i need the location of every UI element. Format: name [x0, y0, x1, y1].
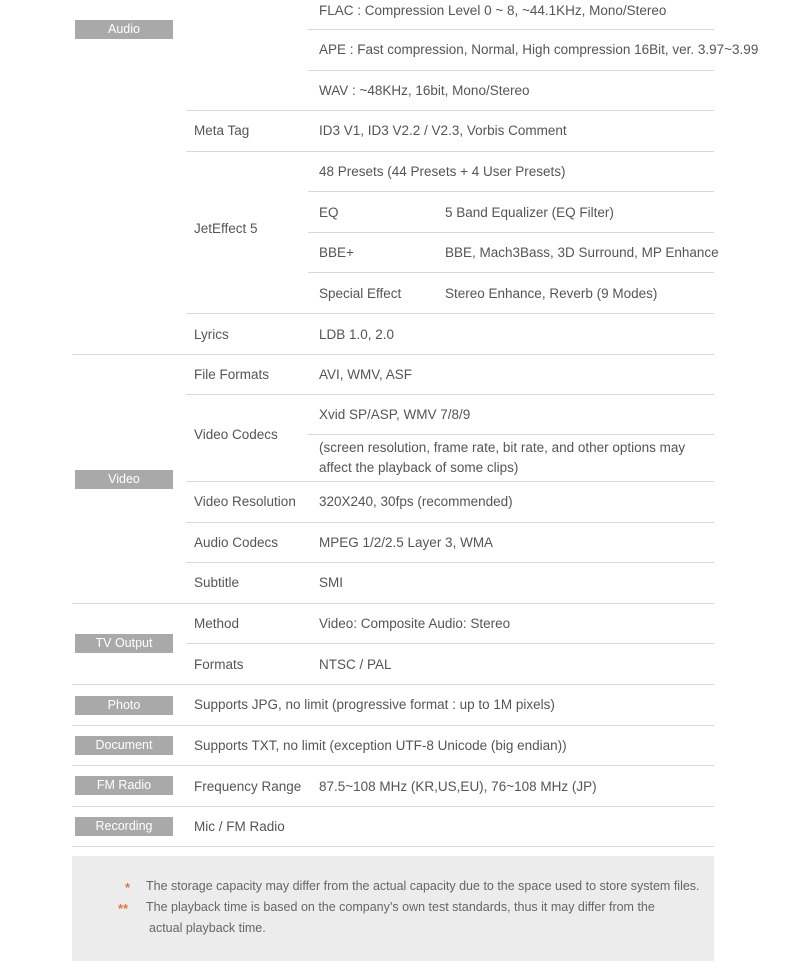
file-formats-label: File Formats — [194, 367, 270, 382]
recording-value: Mic / FM Radio — [194, 819, 285, 834]
divider — [186, 151, 714, 152]
audio-wav: WAV : ~48KHz, 16bit, Mono/Stereo — [319, 83, 530, 98]
section-divider — [72, 603, 714, 604]
lyrics-value: LDB 1.0, 2.0 — [319, 327, 395, 342]
divider — [186, 313, 714, 314]
note-playback-line1: The playback time is based on the company’s own test standards, thus it may differ from the — [146, 900, 655, 914]
special-effect-value: Stereo Enhance, Reverb (9 Modes) — [445, 286, 658, 301]
section-divider — [72, 846, 714, 847]
audio-codecs-label: Audio Codecs — [194, 535, 279, 550]
category-document: Document — [75, 736, 173, 755]
document-value: Supports TXT, no limit (exception UTF-8 Unicode (big endian)) — [194, 738, 567, 753]
special-effect-label: Special Effect — [319, 286, 402, 301]
section-divider — [72, 354, 714, 355]
video-resolution-value: 320X240, 30fps (recommended) — [319, 494, 513, 509]
divider — [308, 191, 714, 192]
section-divider — [72, 765, 714, 766]
tv-formats-label: Formats — [194, 657, 244, 672]
category-photo: Photo — [75, 696, 173, 715]
category-recording: Recording — [75, 817, 173, 836]
tv-method-label: Method — [194, 616, 240, 631]
double-asterisk-icon: ** — [118, 901, 129, 916]
lyrics-label: Lyrics — [194, 327, 229, 342]
category-fm-radio: FM Radio — [75, 776, 173, 795]
section-divider — [72, 806, 714, 807]
video-codecs-note: (screen resolution, frame rate, bit rate, and other options may affect the playback of some clips) — [319, 440, 686, 475]
divider — [186, 562, 714, 563]
divider — [308, 29, 714, 30]
bbe-label: BBE+ — [319, 245, 354, 260]
file-formats-value: AVI, WMV, ASF — [319, 367, 413, 382]
category-video: Video — [75, 470, 173, 489]
section-divider — [72, 684, 714, 685]
eq-value: 5 Band Equalizer (EQ Filter) — [445, 205, 614, 220]
audio-flac: FLAC : Compression Level 0 ~ 8, ~44.1KHz, Mono/Stereo — [319, 3, 667, 18]
asterisk-icon: * — [125, 880, 131, 895]
notes-box — [72, 856, 714, 961]
divider — [186, 643, 714, 644]
divider — [186, 481, 714, 482]
tv-formats-value: NTSC / PAL — [319, 657, 392, 672]
divider — [308, 232, 714, 233]
note-storage: The storage capacity may differ from the actual capacity due to the space used to store system files. — [146, 879, 700, 893]
divider — [308, 434, 714, 435]
photo-value: Supports JPG, no limit (progressive format : up to 1M pixels) — [194, 697, 555, 712]
jeteffect-label: JetEffect 5 — [194, 221, 258, 236]
video-resolution-label: Video Resolution — [194, 494, 296, 509]
eq-label: EQ — [319, 205, 339, 220]
meta-tag-label: Meta Tag — [194, 123, 250, 138]
divider — [308, 272, 714, 273]
video-codecs-label: Video Codecs — [194, 427, 278, 442]
fm-frequency-value: 87.5~108 MHz (KR,US,EU), 76~108 MHz (JP) — [319, 779, 597, 794]
subtitle-value: SMI — [319, 575, 344, 590]
subtitle-label: Subtitle — [194, 575, 240, 590]
audio-codecs-value: MPEG 1/2/2.5 Layer 3, WMA — [319, 535, 494, 550]
category-audio: Audio — [75, 20, 173, 39]
divider — [186, 522, 714, 523]
divider — [186, 394, 714, 395]
jeteffect-presets: 48 Presets (44 Presets + 4 User Presets) — [319, 164, 566, 179]
fm-frequency-label: Frequency Range — [194, 779, 302, 794]
divider — [308, 70, 714, 71]
bbe-value: BBE, Mach3Bass, 3D Surround, MP Enhance — [445, 245, 719, 260]
tv-method-value: Video: Composite Audio: Stereo — [319, 616, 511, 631]
video-codecs-value: Xvid SP/ASP, WMV 7/8/9 — [319, 407, 471, 422]
divider — [186, 110, 714, 111]
audio-ape: APE : Fast compression, Normal, High compression 16Bit, ver. 3.97~3.99 — [319, 42, 759, 57]
meta-tag-value: ID3 V1, ID3 V2.2 / V2.3, Vorbis Comment — [319, 123, 567, 138]
section-divider — [72, 725, 714, 726]
note-playback-line2: actual playback time. — [149, 921, 266, 935]
category-tv-output: TV Output — [75, 634, 173, 653]
